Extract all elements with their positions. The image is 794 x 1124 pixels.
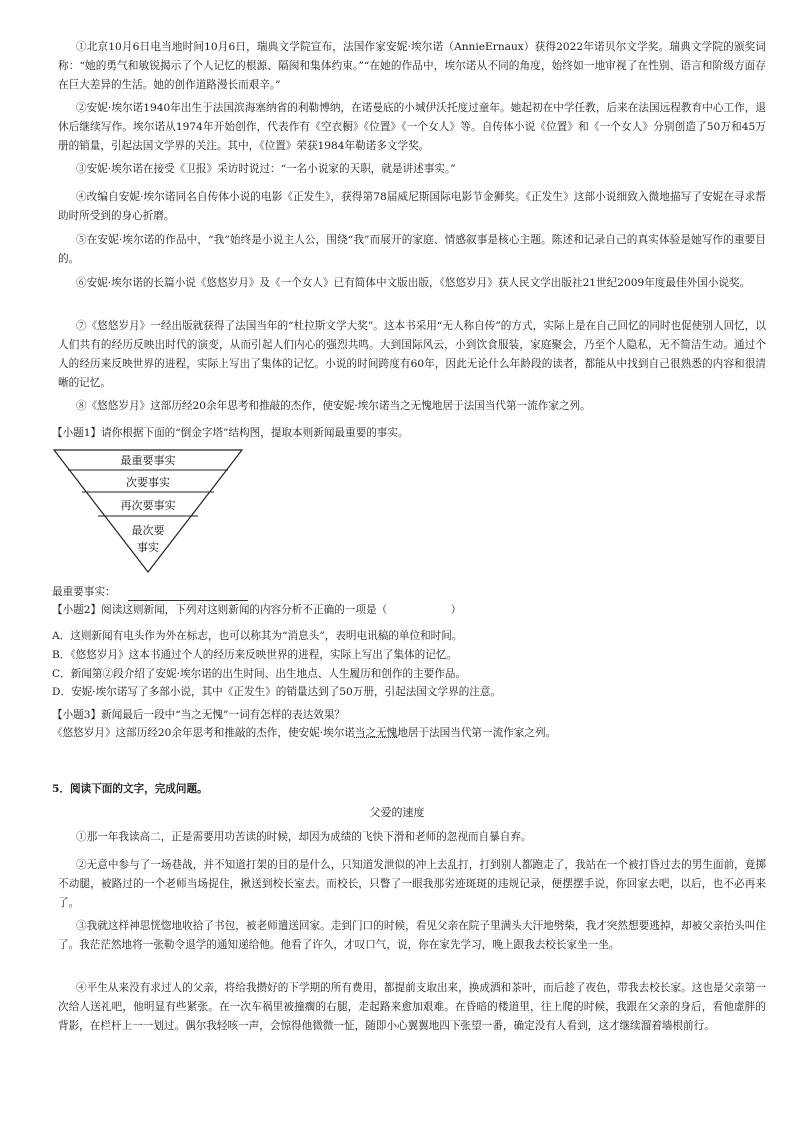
essay-paragraph-1: ①那一年我读高二，正是需要用功苦读的时候，却因为成绩的飞快下滑和老师的忽视而自暴自弃。 — [76, 831, 532, 843]
option-d[interactable]: D．安妮·埃尔诺写了多部小说，其中《正发生》的销量达到了50万册，引起法国文学界的注意。 — [52, 686, 502, 698]
pyramid-level-4a: 最次要 — [131, 524, 165, 537]
section-5-heading: 5．阅读下面的文字，完成问题。 — [52, 783, 208, 795]
article-paragraph-7: ⑦《悠悠岁月》一经出版就获得了法国当年的“杜拉斯文学大奖”。这本书采用“无人称自传”的方式，实际上是在自己回忆的同时也促使别人回忆，以人们共有的经历反映出时代的演变，从而引起人们内心的强烈共鸣。大到国际风云，小到饮食服装，家庭聚会，乃至个人隐私，无不简洁生动。通过个人的经历来反映世界的进程，实际上写出了集体的记忆。小说的时间跨度有60年，因此无论什么年龄段的读者，都能从中找到自己很熟悉的内容和很清晰的记忆。 — [58, 320, 766, 389]
essay-paragraph-2: ②无意中参与了一场巷战，并不知道打架的目的是什么，只知道发泄似的冲上去乱打，打到别人都跑走了，我站在一个被打昏过去的男生面前，竟掷不动腿，被路过的一个老师当场捉住，揪送到校长室去。而校长，只瞥了一眼我那劣迹斑斑的违规记录，便摆摆手说，你回家去吧，以后，也不必再来了。 — [58, 859, 766, 909]
article-paragraph-6: ⑥安妮·埃尔诺的长篇小说《悠悠岁月》及《一个女人》已有简体中文版出版，《悠悠岁月》获人民文学出版社21世纪2009年度最佳外国小说奖。 — [76, 277, 751, 289]
article-paragraph-1: ①北京10月6日电当地时间10月6日，瑞典文学院宣布，法国作家安妮·埃尔诺（AnnieErnaux）获得2022年诺贝尔文学奖。瑞典文学院的颁奖词称：“她的勇气和敏锐揭示了个人记忆的根源、隔阂和集体约束。”“在她的作品中，埃尔诺从不同的角度，始终如一地审视了在性别、语言和阶级方面存在巨大差异的生活。她的创作道路漫长而艰辛。” — [58, 41, 766, 91]
quote-text-after: 地居于法国当代第一流作家之列。 — [397, 727, 557, 739]
option-b[interactable]: B．《悠悠岁月》这本书通过个人的经历来反映世界的进程，实际上写出了集体的记忆。 — [52, 649, 458, 661]
essay-paragraph-4: ④平生从来没有求过人的父亲，将给我攒好的下学期的所有费用，都提前支取出来，换成酒和茶叶，而后趁了夜色，带我去校长家。这也是父亲第一次给人送礼吧，他明显有些紧张。在一次车祸里被撞瘸的右腿，走起路来愈加艰难。在昏暗的楼道里，往上爬的时候，我跟在父亲的身后，看他虚胖的背影，在栏杆上一一划过。偶尔我轻咳一声，会惊得他微微一怔，随即小心翼翼地四下张望一番，确定没有人看到，这才继续溜着墙根前行。 — [58, 982, 766, 1032]
answer-line-row — [52, 583, 768, 601]
article-paragraph-3: ③安妮·埃尔诺在接受《卫报》采访时说过：“一名小说家的天职，就是讲述事实。” — [76, 163, 456, 175]
question-1-prompt: 【小题1】请你根据下面的“倒金字塔”结构图，提取本则新闻最重要的事实。 — [52, 427, 409, 439]
article-paragraph-5: ⑤在安妮·埃尔诺的作品中，“我”始终是小说主人公，围绕“我”而展开的家庭、情感叙事是核心主题。陈述和记录自己的真实体验是她写作的重要目的。 — [58, 234, 766, 265]
essay-title: 父爱的速度 — [369, 806, 425, 819]
option-c[interactable]: C．新闻第②段介绍了安妮·埃尔诺的出生时间、出生地点、人生履历和创作的主要作品。 — [52, 668, 467, 680]
pyramid-level-4b: 事实 — [137, 541, 159, 554]
inverted-pyramid-diagram — [52, 448, 244, 574]
article-paragraph-2: ②安妮·埃尔诺1940年出生于法国滨海塞纳省的利勒博纳，在诺曼底的小城伊沃托度过童年。她起初在中学任教，后来在法国远程教育中心工作，退休后继续写作。埃尔诺从1974年开始创作，代表作有《空衣橱》《位置》《一个女人》等。自传体小说《位置》和《一个女人》分别创造了50万和45万册的销量，引起法国文学界的关注。其中，《位置》荣获1984年勒诺多文学奖。 — [58, 102, 766, 152]
pyramid-level-3: 再次要事实 — [120, 499, 176, 512]
option-a[interactable]: A．这则新闻有电头作为外在标志，也可以称其为“消息头”，表明电讯稿的单位和时间。 — [52, 630, 463, 642]
quote-text-before: 《悠悠岁月》这部历经20余年思考和推敲的杰作，使安妮·埃尔诺 — [52, 727, 355, 739]
essay-paragraph-3: ③我就这样神思恍惚地收拾了书包，被老师遣送回家。走到门口的时候，看见父亲在院子里满头大汗地劈柴，我才突然想要逃掉，却被父亲抬头叫住了。我茫茫然地将一张勒令退学的通知递给他。他看了许久，才叹口气，说，你在家先学习，晚上跟我去校长家坐一坐。 — [58, 920, 766, 951]
article-paragraph-4: ④改编自安妮·埃尔诺同名自传体小说的电影《正发生》，获得第78届威尼斯国际电影节金狮奖。《正发生》这部小说细致入微地描写了安妮在寻求帮助时所受到的身心折磨。 — [58, 191, 766, 222]
answer-blank[interactable] — [128, 588, 248, 601]
question-3-prompt: 【小题3】新闻最后一段中“当之无愧”一词有怎样的表达效果？ — [52, 709, 346, 721]
quote-emphasis: 当之无愧 — [354, 727, 398, 739]
article-paragraph-8: ⑧《悠悠岁月》这部历经20余年思考和推敲的杰作，使安妮·埃尔诺当之无愧地居于法国当代第一流作家之列。 — [76, 400, 591, 412]
pyramid-level-2: 次要事实 — [126, 476, 170, 489]
pyramid-level-1: 最重要事实 — [120, 454, 176, 467]
question-3-quote — [52, 724, 768, 742]
question-2-prompt: 【小题2】阅读这则新闻，下列对这则新闻的内容分析不正确的一项是（ ） — [52, 604, 462, 616]
answer-label: 最重要事实： — [52, 586, 116, 598]
